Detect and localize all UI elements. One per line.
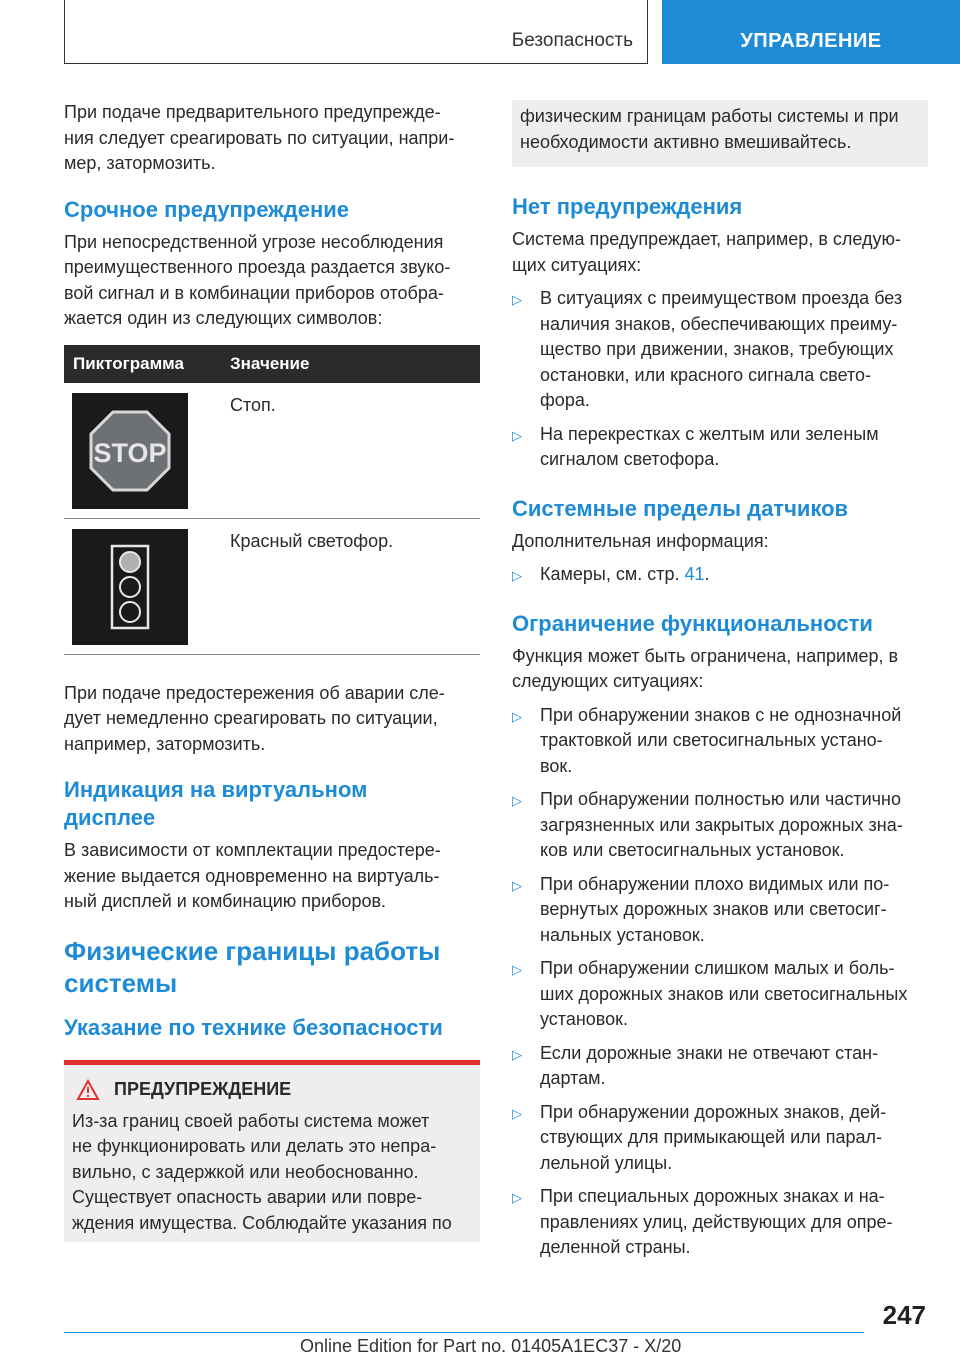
table-row — [64, 519, 480, 655]
list-item: ▷ В ситуациях с преимуществом проезда без наличия знаков, обеспечивающих преиму- щество при движении, знаков, требующих остановки, или красного сигнала свето- фора. — [512, 288, 903, 410]
stop-sign-text: STOP — [93, 437, 167, 468]
triangle-bullet-icon: ▷ — [512, 568, 522, 583]
warning-box — [64, 1060, 480, 1243]
page-number: 247 — [882, 1300, 926, 1330]
heading-no-warning: Нет предупреждения — [512, 194, 743, 219]
triangle-bullet-icon: ▷ — [512, 877, 522, 893]
triangle-bullet-icon: ▷ — [512, 427, 522, 443]
list-item: ▷ При обнаружении знаков с не однозначной трактовкой или светосигнальных устано- вок. — [512, 704, 902, 776]
section-title: Безопасность — [511, 30, 633, 51]
paragraph-urgent: При непосредственной угрозе несоблюдения преимущественного проезда раздается звуко- вой сигнал и в комбинации приборов отобра- жается один из следующих символов: — [64, 231, 451, 328]
page-link-41[interactable]: 41 — [684, 564, 705, 584]
heading-urgent-warning: Срочное предупреждение — [64, 196, 350, 222]
list-item: ▷ На перекрестках с желтым или зеленым сигналом светофора. — [512, 423, 879, 469]
paragraph-prewarning: При подаче предварительного предупрежде- ния следует среагировать по ситуации, напри- мер, затормозить. — [64, 102, 455, 173]
pictogram-table — [64, 345, 480, 655]
list-item: ▷ При обнаружении полностью или частично загрязненных или закрытых дорожных зна- ков или светосигнальных установок. — [512, 789, 903, 860]
heading-sensor-limits: Системные пределы датчиков — [512, 495, 849, 521]
warning-triangle-icon — [76, 1079, 100, 1101]
triangle-bullet-icon: ▷ — [512, 1190, 522, 1205]
list-item: ▷ Если дорожные знаки не отвечают стан- дартам. — [512, 1042, 879, 1088]
list-item: ▷ Камеры, см. стр. 41. — [512, 562, 928, 588]
traffic-light-icon — [72, 529, 188, 645]
paragraph-sensor-limits: Дополнительная информация: — [512, 530, 769, 551]
meaning-stop: Стоп. — [230, 394, 276, 415]
sensor-list — [512, 562, 928, 588]
heading-virtual-display: Индикация на виртуальном дисплее — [64, 777, 368, 830]
paragraph-functional-limits: Функция может быть ограничена, например, в следующих ситуациях: — [512, 645, 899, 691]
heading-safety-note: Указание по технике безопасности — [64, 1014, 443, 1040]
triangle-bullet-icon: ▷ — [512, 1046, 522, 1062]
warning-title: ПРЕДУПРЕЖДЕНИЕ — [114, 1079, 292, 1099]
paragraph-virtual-display: В зависимости от комплектации предостере- жение выдается одновременно на виртуаль- ный дисплей и комбинацию приборов. — [64, 840, 441, 911]
warning-box-continued — [512, 100, 928, 167]
table-header-meaning: Значение — [230, 353, 310, 373]
chapter-tab[interactable]: УПРАВЛЕНИЕ — [662, 0, 960, 64]
list-item: ▷ При обнаружении плохо видимых или по- вернутых дорожных знаков или светосиг- нальных установок. — [512, 873, 890, 945]
header-section-box — [64, 0, 648, 64]
paragraph-collision: При подаче предостережения об аварии сле- дует немедленно среагировать по ситуации, например, затормозить. — [64, 682, 445, 754]
triangle-bullet-icon: ▷ — [512, 962, 522, 977]
paragraph-no-warning: Система предупреждает, например, в следую- щих ситуациях: — [512, 229, 901, 275]
meaning-red-light: Красный светофор. — [230, 530, 394, 551]
functional-limits-list — [512, 703, 928, 1261]
heading-physical-limits: Физические границы работы системы — [64, 935, 441, 998]
heading-functional-limits: Ограничение функциональности — [512, 610, 873, 636]
footer-divider — [64, 1332, 864, 1333]
table-header — [64, 345, 480, 383]
warning-text: Из-за границ своей работы система может не функционировать или делать это непра- вильно, с задержкой или необоснованно. Существует опасность аварии или повре- ждения имущества. Соблюдайте указания по — [72, 1110, 452, 1233]
no-warning-list — [512, 286, 928, 473]
warning-text-continued: физическим границам работы системы и при необходимости активно вмешивайтесь. — [520, 106, 899, 152]
triangle-bullet-icon: ▷ — [512, 1105, 522, 1121]
triangle-bullet-icon: ▷ — [512, 793, 522, 808]
footer-edition: Online Edition for Part no. 01405A1EC37 - X/20 — [300, 1336, 682, 1356]
triangle-bullet-icon: ▷ — [512, 292, 522, 307]
table-header-pictogram: Пиктограмма — [73, 353, 184, 373]
list-item: ▷ При обнаружении дорожных знаков, дей- ствующих для примыкающей или парал- лельной улицы. — [512, 1101, 887, 1173]
left-column — [64, 100, 480, 1242]
triangle-bullet-icon: ▷ — [512, 708, 522, 724]
table-row — [64, 383, 480, 519]
stop-sign-icon — [72, 393, 188, 509]
list-item: ▷ При обнаружении слишком малых и боль- ших дорожных знаков или светосигнальных установок. — [512, 958, 908, 1029]
right-column — [512, 100, 928, 1269]
list-item: ▷ При специальных дорожных знаках и на- правлениях улиц, действующих для опре- деленной страны. — [512, 1186, 893, 1257]
